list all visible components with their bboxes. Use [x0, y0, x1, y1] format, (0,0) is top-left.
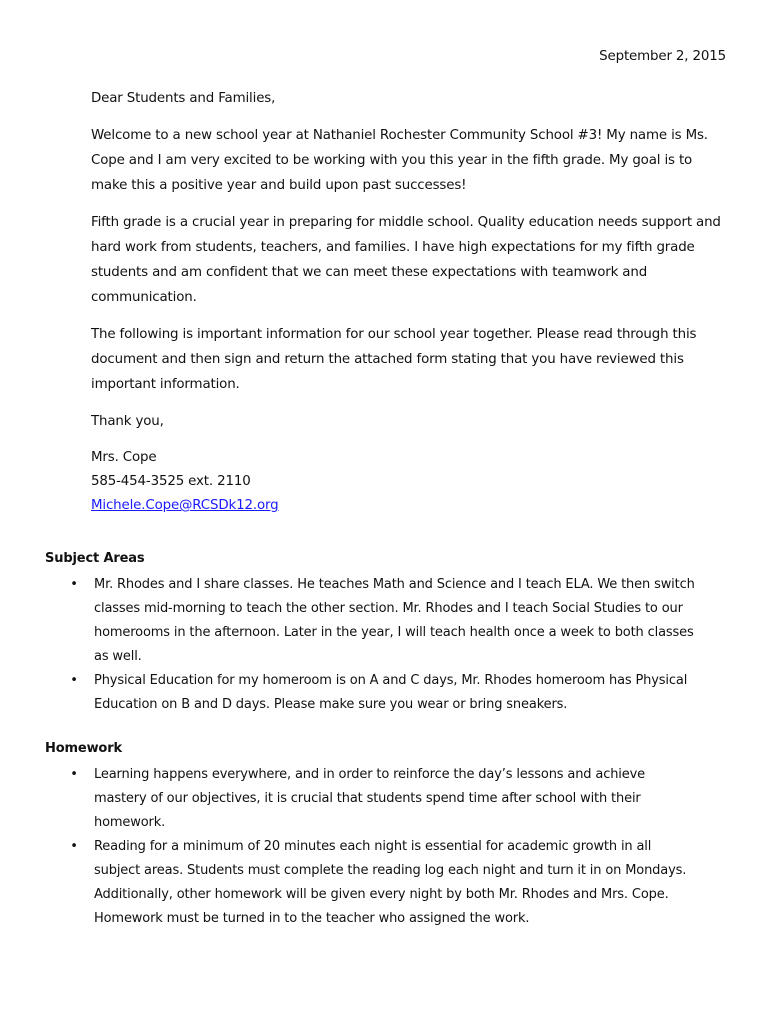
list-item-text: Learning happens everywhere, and in order to reinforce the day’s lessons and achieve mastery of our objectives, it is crucial that students spend time after school with their homework.	[94, 767, 645, 830]
signature-name: Mrs. Cope	[91, 450, 157, 465]
signature-email-link[interactable]: Michele.Cope@RCSDk12.org	[91, 498, 279, 513]
bullet-icon: •	[70, 673, 78, 688]
bullet-icon: •	[70, 767, 78, 782]
paragraph-welcome: Welcome to a new school year at Nathaniel Rochester Community School #3! My name is Ms. Cope and I am very excited to be working with you this year in the fifth grade. My goal is to make this a positive year and build upon past successes!	[91, 128, 708, 193]
signature-phone: 585-454-3525 ext. 2110	[91, 474, 251, 489]
section-heading: Homework	[45, 741, 122, 756]
section-subject-areas	[45, 549, 735, 717]
letter-body	[91, 86, 731, 518]
list-item	[45, 573, 735, 669]
paragraph-information: The following is important information for our school year together. Please read through this document and then sign and return the attached form stating that you have reviewed this important information.	[91, 327, 697, 392]
list-item	[45, 835, 735, 931]
paragraph-fifth-grade: Fifth grade is a crucial year in preparing for middle school. Quality education needs support and hard work from students, teachers, and families. I have high expectations for my fifth grade students and am confident that we can meet these expectations with teamwork and communication.	[91, 215, 721, 305]
signature-block	[91, 446, 731, 518]
section-heading: Subject Areas	[45, 551, 145, 566]
section-homework	[45, 739, 735, 931]
list-item-text: Physical Education for my homeroom is on A and C days, Mr. Rhodes homeroom has Physical Education on B and D days. Please make sure you wear or bring sneakers.	[94, 673, 688, 712]
salutation: Dear Students and Families,	[91, 91, 276, 106]
list-item-text: Reading for a minimum of 20 minutes each night is essential for academic growth in all subject areas. Students must complete the reading log each night and turn it in on Mondays. Additionally, other homework will be given every night by both Mr. Rhodes and Mrs. Cope. Homework must be turned in to the teacher who assigned the work.	[94, 839, 687, 926]
letter-date: September 2, 2015	[599, 49, 726, 64]
bullet-list	[45, 573, 735, 717]
list-item-text: Mr. Rhodes and I share classes. He teaches Math and Science and I teach ELA. We then switch classes mid-morning to teach the other section. Mr. Rhodes and I teach Social Studies to our homerooms in the afternoon. Later in the year, I will teach health once a week to both classes as well.	[94, 577, 695, 664]
bullet-icon: •	[70, 839, 78, 854]
bullet-list	[45, 763, 735, 931]
list-item	[45, 763, 735, 835]
bullet-icon: •	[70, 577, 78, 592]
list-item	[45, 669, 735, 717]
closing: Thank you,	[91, 414, 164, 429]
